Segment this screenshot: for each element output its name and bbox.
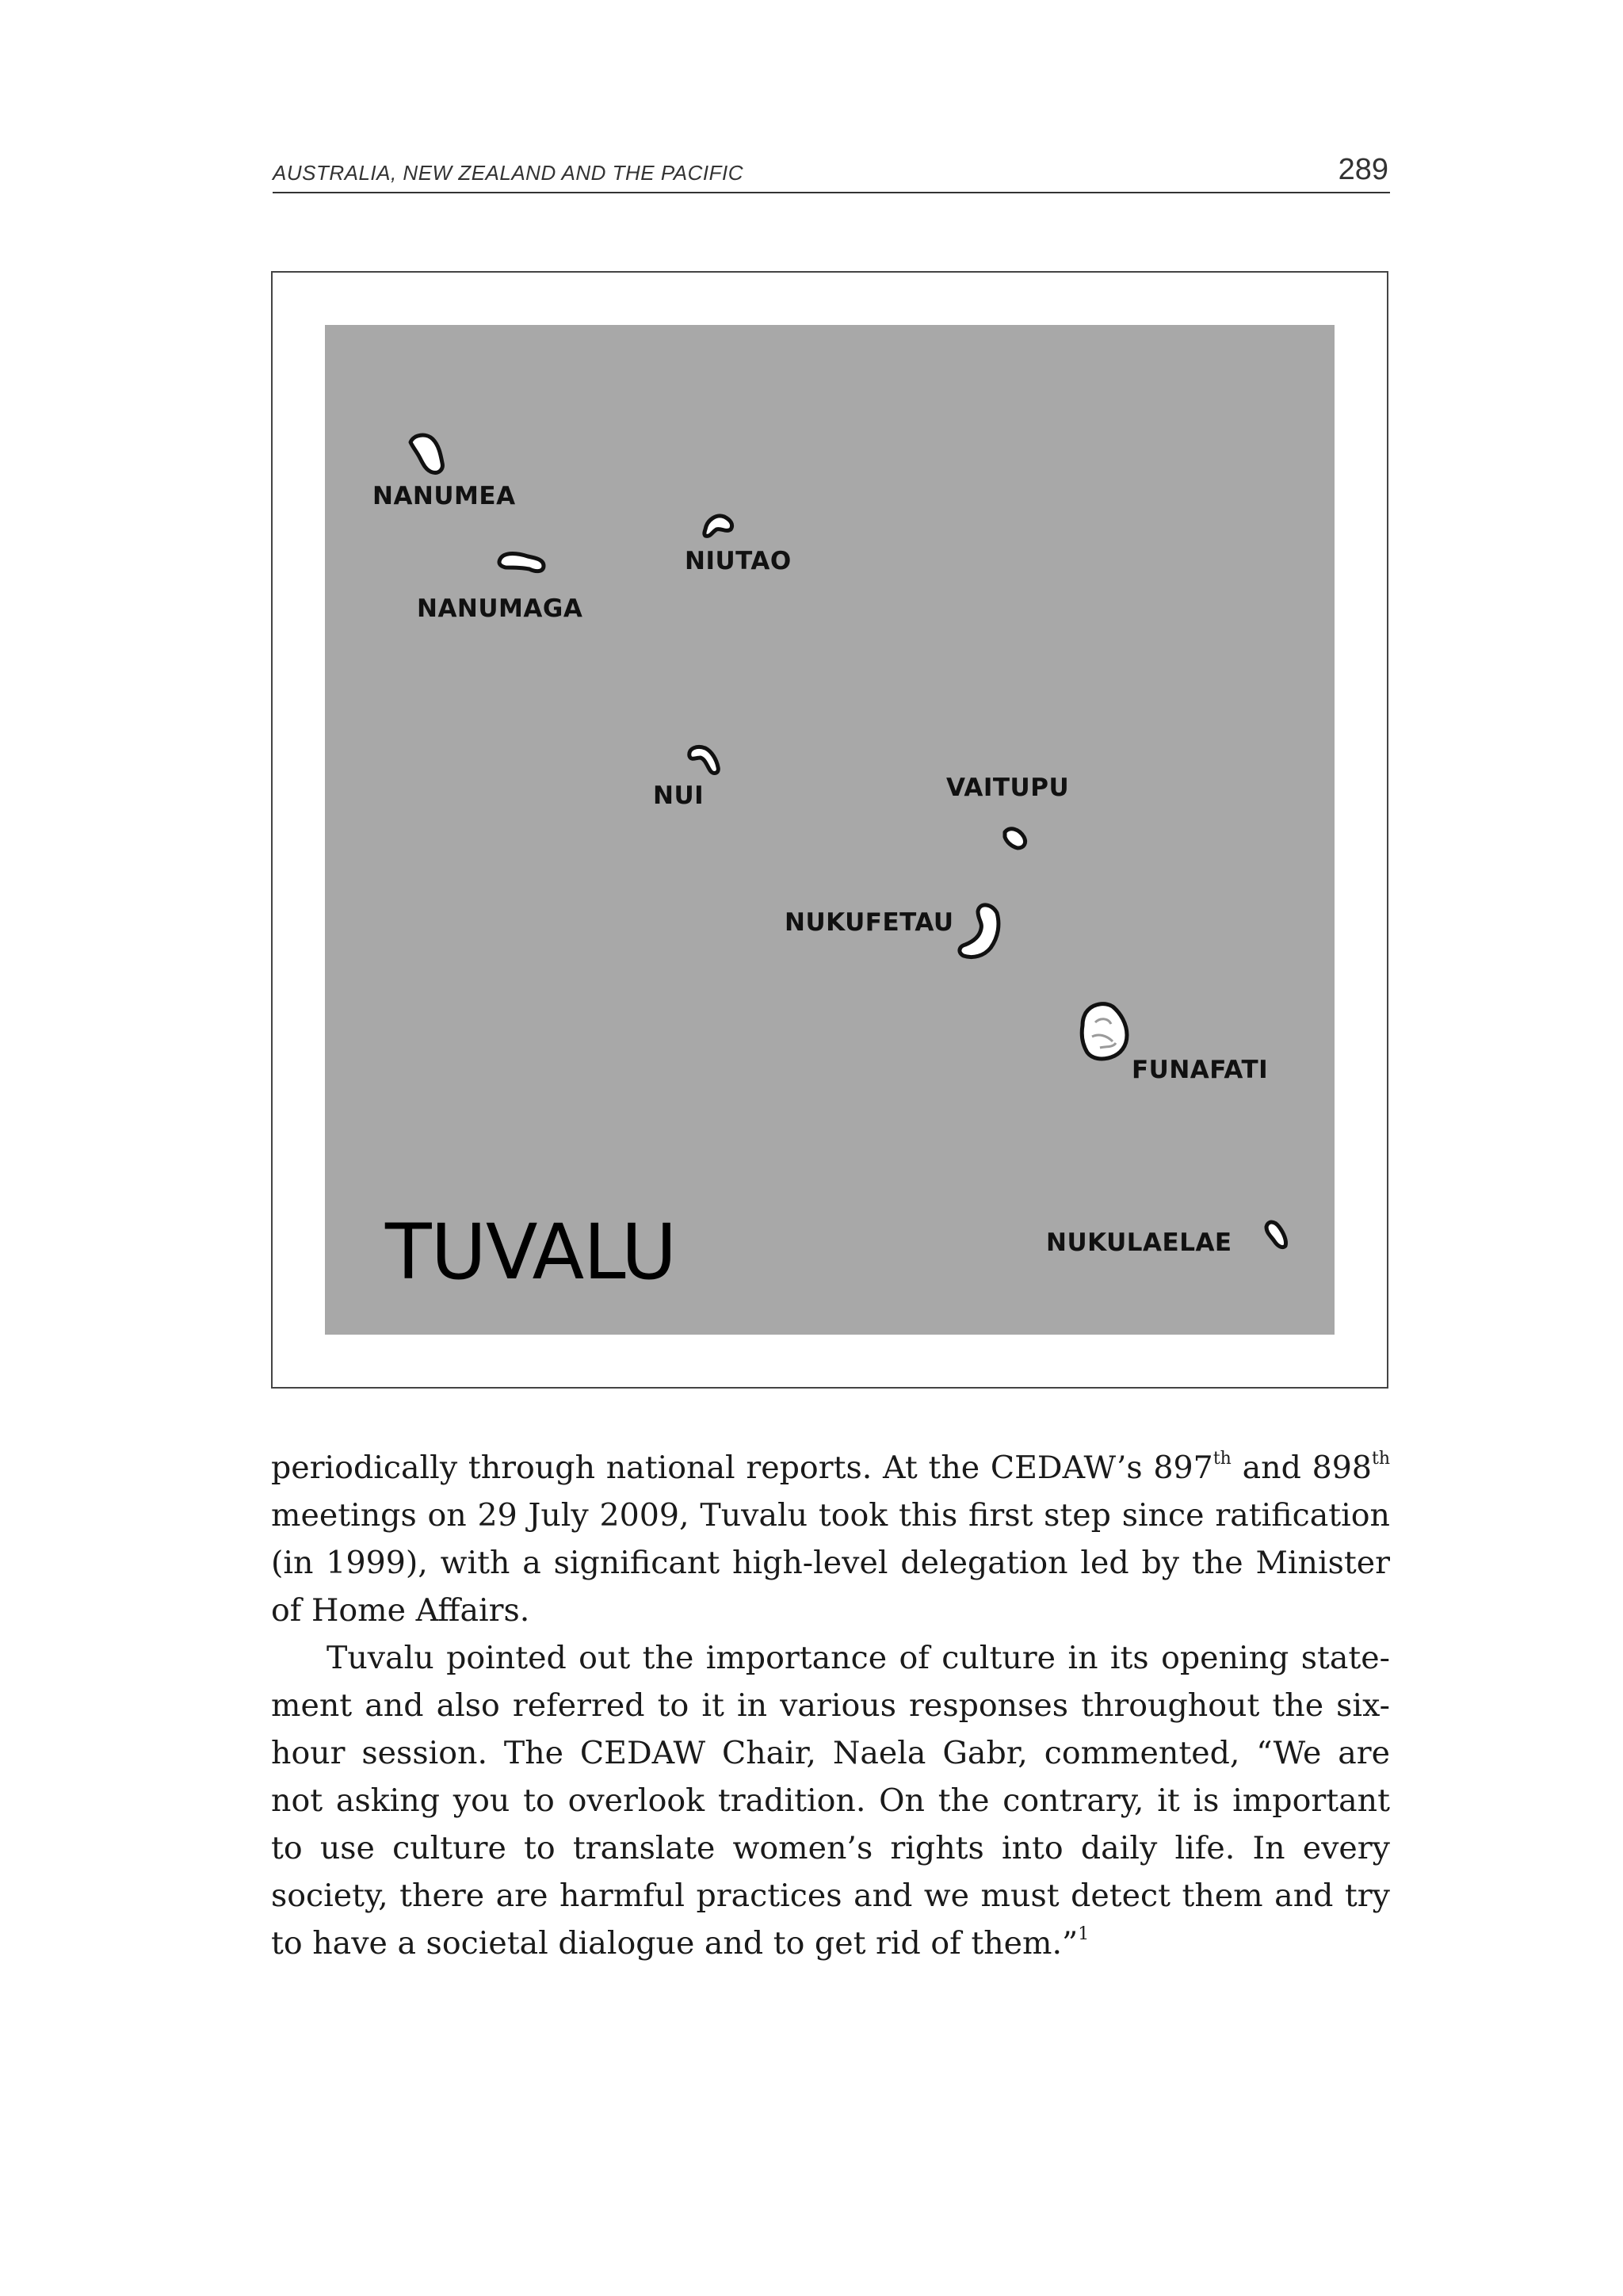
niutao-island-shape — [705, 516, 732, 536]
map-figure — [271, 271, 1388, 1389]
label-nanumaga: NANUMAGA — [417, 594, 583, 623]
paragraph-2 — [271, 1634, 1390, 1967]
label-vaitupu: VAITUPU — [946, 774, 1070, 802]
nukufetau-island-shape — [960, 905, 999, 957]
islands-layer — [325, 325, 1335, 1335]
paragraph-1 — [271, 1444, 1390, 1634]
nanumea-island-shape — [411, 435, 442, 472]
funafati-island-shape — [1082, 1004, 1127, 1059]
nanumaga-island-shape — [499, 554, 544, 571]
paragraph-1-text-c: meetings on 29 July 2009, Tuvalu took this first step since ratification (in 1999), with a significant high-level delegation led by the Minister of Home Affairs. — [271, 1497, 1390, 1629]
paragraph-2-text: Tuvalu pointed out the importance of culture in its opening statement and also referred to it in various responses throughout the six-hour session. The CEDAW Chair, Naela Gabr, commented, “We are not asking you to overlook tradition. On the contrary, it is important to use culture to translate women’s rights into daily life. In every society, there are harmful practices and we must detect them and try to have a societal dialogue and to get rid of them.” — [271, 1640, 1390, 1962]
running-header — [273, 155, 1390, 193]
body-text — [271, 1444, 1390, 1967]
label-nanumea: NANUMEA — [372, 482, 516, 510]
footnote-marker-1: 1 — [1078, 1924, 1090, 1944]
tuvalu-map — [325, 325, 1335, 1335]
label-nui: NUI — [653, 781, 705, 810]
vaitupu-island-shape — [1005, 829, 1025, 848]
running-title: AUSTRALIA, NEW ZEALAND AND THE PACIFIC — [273, 161, 743, 185]
superscript-th-2: th — [1371, 1449, 1390, 1469]
label-nukulaelae: NUKULAELAE — [1046, 1228, 1232, 1257]
paragraph-1-text-b: and 898 — [1231, 1450, 1372, 1486]
country-label-tuvalu: TUVALU — [385, 1208, 677, 1297]
superscript-th-1: th — [1212, 1449, 1232, 1469]
nui-island-shape — [689, 747, 719, 773]
nukulaelae-island-shape — [1266, 1222, 1286, 1247]
label-niutao: NIUTAO — [685, 547, 792, 575]
label-funafati: FUNAFATI — [1132, 1056, 1269, 1084]
page-number: 289 — [1338, 153, 1388, 186]
paragraph-1-text-a: periodically through national reports. At the CEDAW’s 897 — [271, 1450, 1213, 1486]
label-nukufetau: NUKUFETAU — [785, 908, 954, 937]
